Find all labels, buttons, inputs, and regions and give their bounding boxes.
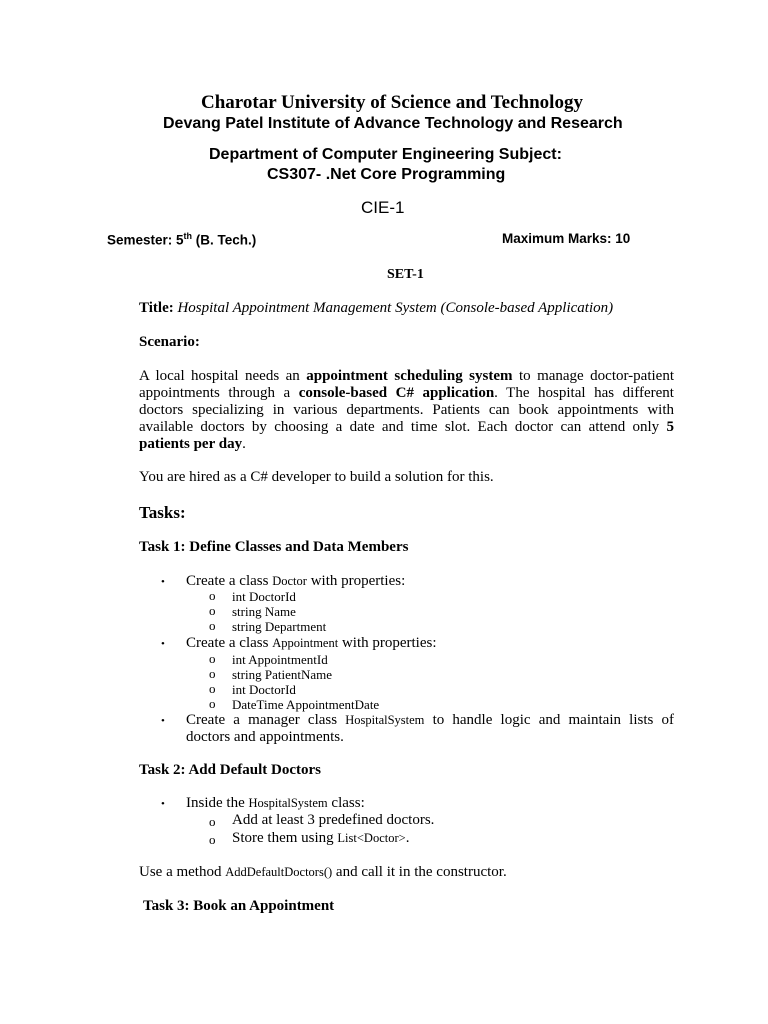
- doctor-prop-1: int DoctorId: [232, 589, 296, 604]
- scenario-line-1-c: to manage doctor-patient: [512, 368, 674, 384]
- method-post: and call it in the constructor.: [332, 864, 507, 880]
- hired-line: You are hired as a C# developer to build a solution for this.: [139, 469, 494, 485]
- sub-bullet-icon: o: [209, 696, 216, 711]
- scenario-line-2: [139, 385, 674, 402]
- semester: [107, 231, 256, 248]
- semester-sup: th: [183, 231, 193, 241]
- task3-heading: Task 3: Book an Appointment: [143, 898, 335, 914]
- title-line: [139, 300, 613, 317]
- inside-line: [186, 795, 365, 812]
- doctor-class-post: with properties:: [306, 573, 406, 589]
- scenario-line-2-b: console-based C# application: [298, 385, 495, 401]
- appointment-prop-2: string PatientName: [232, 667, 333, 682]
- sub-bullet-icon: o: [209, 651, 216, 666]
- appointment-class-code: Appointment: [272, 636, 339, 650]
- scenario-line-2-a: appointments through a: [139, 385, 299, 401]
- sub-bullet-icon: o: [209, 832, 216, 847]
- title-label: Title:: [139, 300, 174, 316]
- semester-suffix: (B. Tech.): [192, 232, 257, 248]
- method-pre: Use a method: [139, 864, 226, 880]
- scenario-line-4: [139, 419, 674, 436]
- set-label: SET-1: [387, 267, 424, 282]
- sub-bullet-icon: o: [209, 588, 216, 603]
- sub-bullet-icon: o: [209, 603, 216, 618]
- task2-sub-2-pre: Store them using: [232, 830, 338, 846]
- scenario-line-5-b: patients per day: [139, 436, 243, 452]
- task2-sub-1: Add at least 3 predefined doctors.: [232, 812, 435, 828]
- scenario-line-5: [139, 436, 246, 453]
- manager-class-line-2: doctors and appointments.: [186, 729, 344, 745]
- doctor-class-pre: Create a class: [186, 573, 273, 589]
- title-text: Hospital Appointment Management System (Console-based Application): [177, 300, 614, 316]
- exam-name: CIE-1: [361, 198, 405, 217]
- sub-bullet-icon: o: [209, 681, 216, 696]
- appointment-class-post: with properties:: [338, 635, 437, 651]
- department-line: Department of Computer Engineering Subject:: [209, 146, 562, 163]
- university-name: Charotar University of Science and Technology: [201, 92, 583, 113]
- bullet-icon: •: [161, 798, 165, 810]
- inside-pre: Inside the: [186, 795, 249, 811]
- doctor-class-code: Doctor: [272, 574, 307, 588]
- manager-class-post: to handle logic and maintain lists of: [424, 712, 674, 728]
- task2-sub-2-code: List<Doctor>: [337, 831, 406, 845]
- task2-heading: Task 2: Add Default Doctors: [139, 762, 321, 778]
- scenario-line-2-c: . The hospital has different: [494, 385, 674, 401]
- method-code: AddDefaultDoctors(): [225, 865, 333, 879]
- task2-sub-2-post: .: [405, 830, 410, 846]
- tasks-heading: Tasks:: [139, 503, 186, 522]
- subject-line: CS307- .Net Core Programming: [267, 166, 506, 183]
- scenario-line-3: doctors specializing in various departments. Patients can book appointments with: [139, 402, 674, 418]
- sub-bullet-icon: o: [209, 814, 216, 829]
- scenario-line-1-a: A local hospital needs an: [139, 368, 307, 384]
- scenario-line-1-b: appointment scheduling system: [306, 368, 513, 384]
- inside-code: HospitalSystem: [248, 796, 328, 810]
- semester-prefix: Semester: 5: [107, 232, 184, 248]
- appointment-class-line: [186, 635, 437, 652]
- scenario-line-5-c: .: [242, 436, 246, 452]
- bullet-icon: •: [161, 638, 165, 650]
- manager-class-line-1: [186, 712, 674, 729]
- manager-class-code: HospitalSystem: [345, 713, 425, 727]
- bullet-icon: •: [161, 715, 165, 727]
- appointment-prop-1: int AppointmentId: [232, 652, 328, 667]
- sub-bullet-icon: o: [209, 618, 216, 633]
- scenario-label: Scenario:: [139, 334, 200, 350]
- scenario-line-4-b: 5: [666, 419, 674, 435]
- doctor-class-line: [186, 573, 405, 590]
- bullet-icon: •: [161, 576, 165, 588]
- appointment-prop-4: DateTime AppointmentDate: [232, 697, 380, 712]
- doctor-prop-2: string Name: [232, 604, 296, 619]
- manager-class-pre: Create a manager class: [186, 712, 346, 728]
- scenario-line-4-a: available doctors by choosing a date and time slot. Each doctor can attend only: [139, 419, 667, 435]
- task1-heading: Task 1: Define Classes and Data Members: [139, 539, 409, 555]
- method-line: [139, 864, 507, 881]
- appointment-prop-3: int DoctorId: [232, 682, 296, 697]
- task2-sub-2: [232, 830, 409, 847]
- scenario-line-1: [139, 368, 674, 385]
- doctor-prop-3: string Department: [232, 619, 327, 634]
- sub-bullet-icon: o: [209, 666, 216, 681]
- maximum-marks: Maximum Marks: 10: [502, 231, 631, 246]
- inside-post: class:: [327, 795, 365, 811]
- institute-name: Devang Patel Institute of Advance Technology and Research: [163, 115, 623, 132]
- appointment-class-pre: Create a class: [186, 635, 273, 651]
